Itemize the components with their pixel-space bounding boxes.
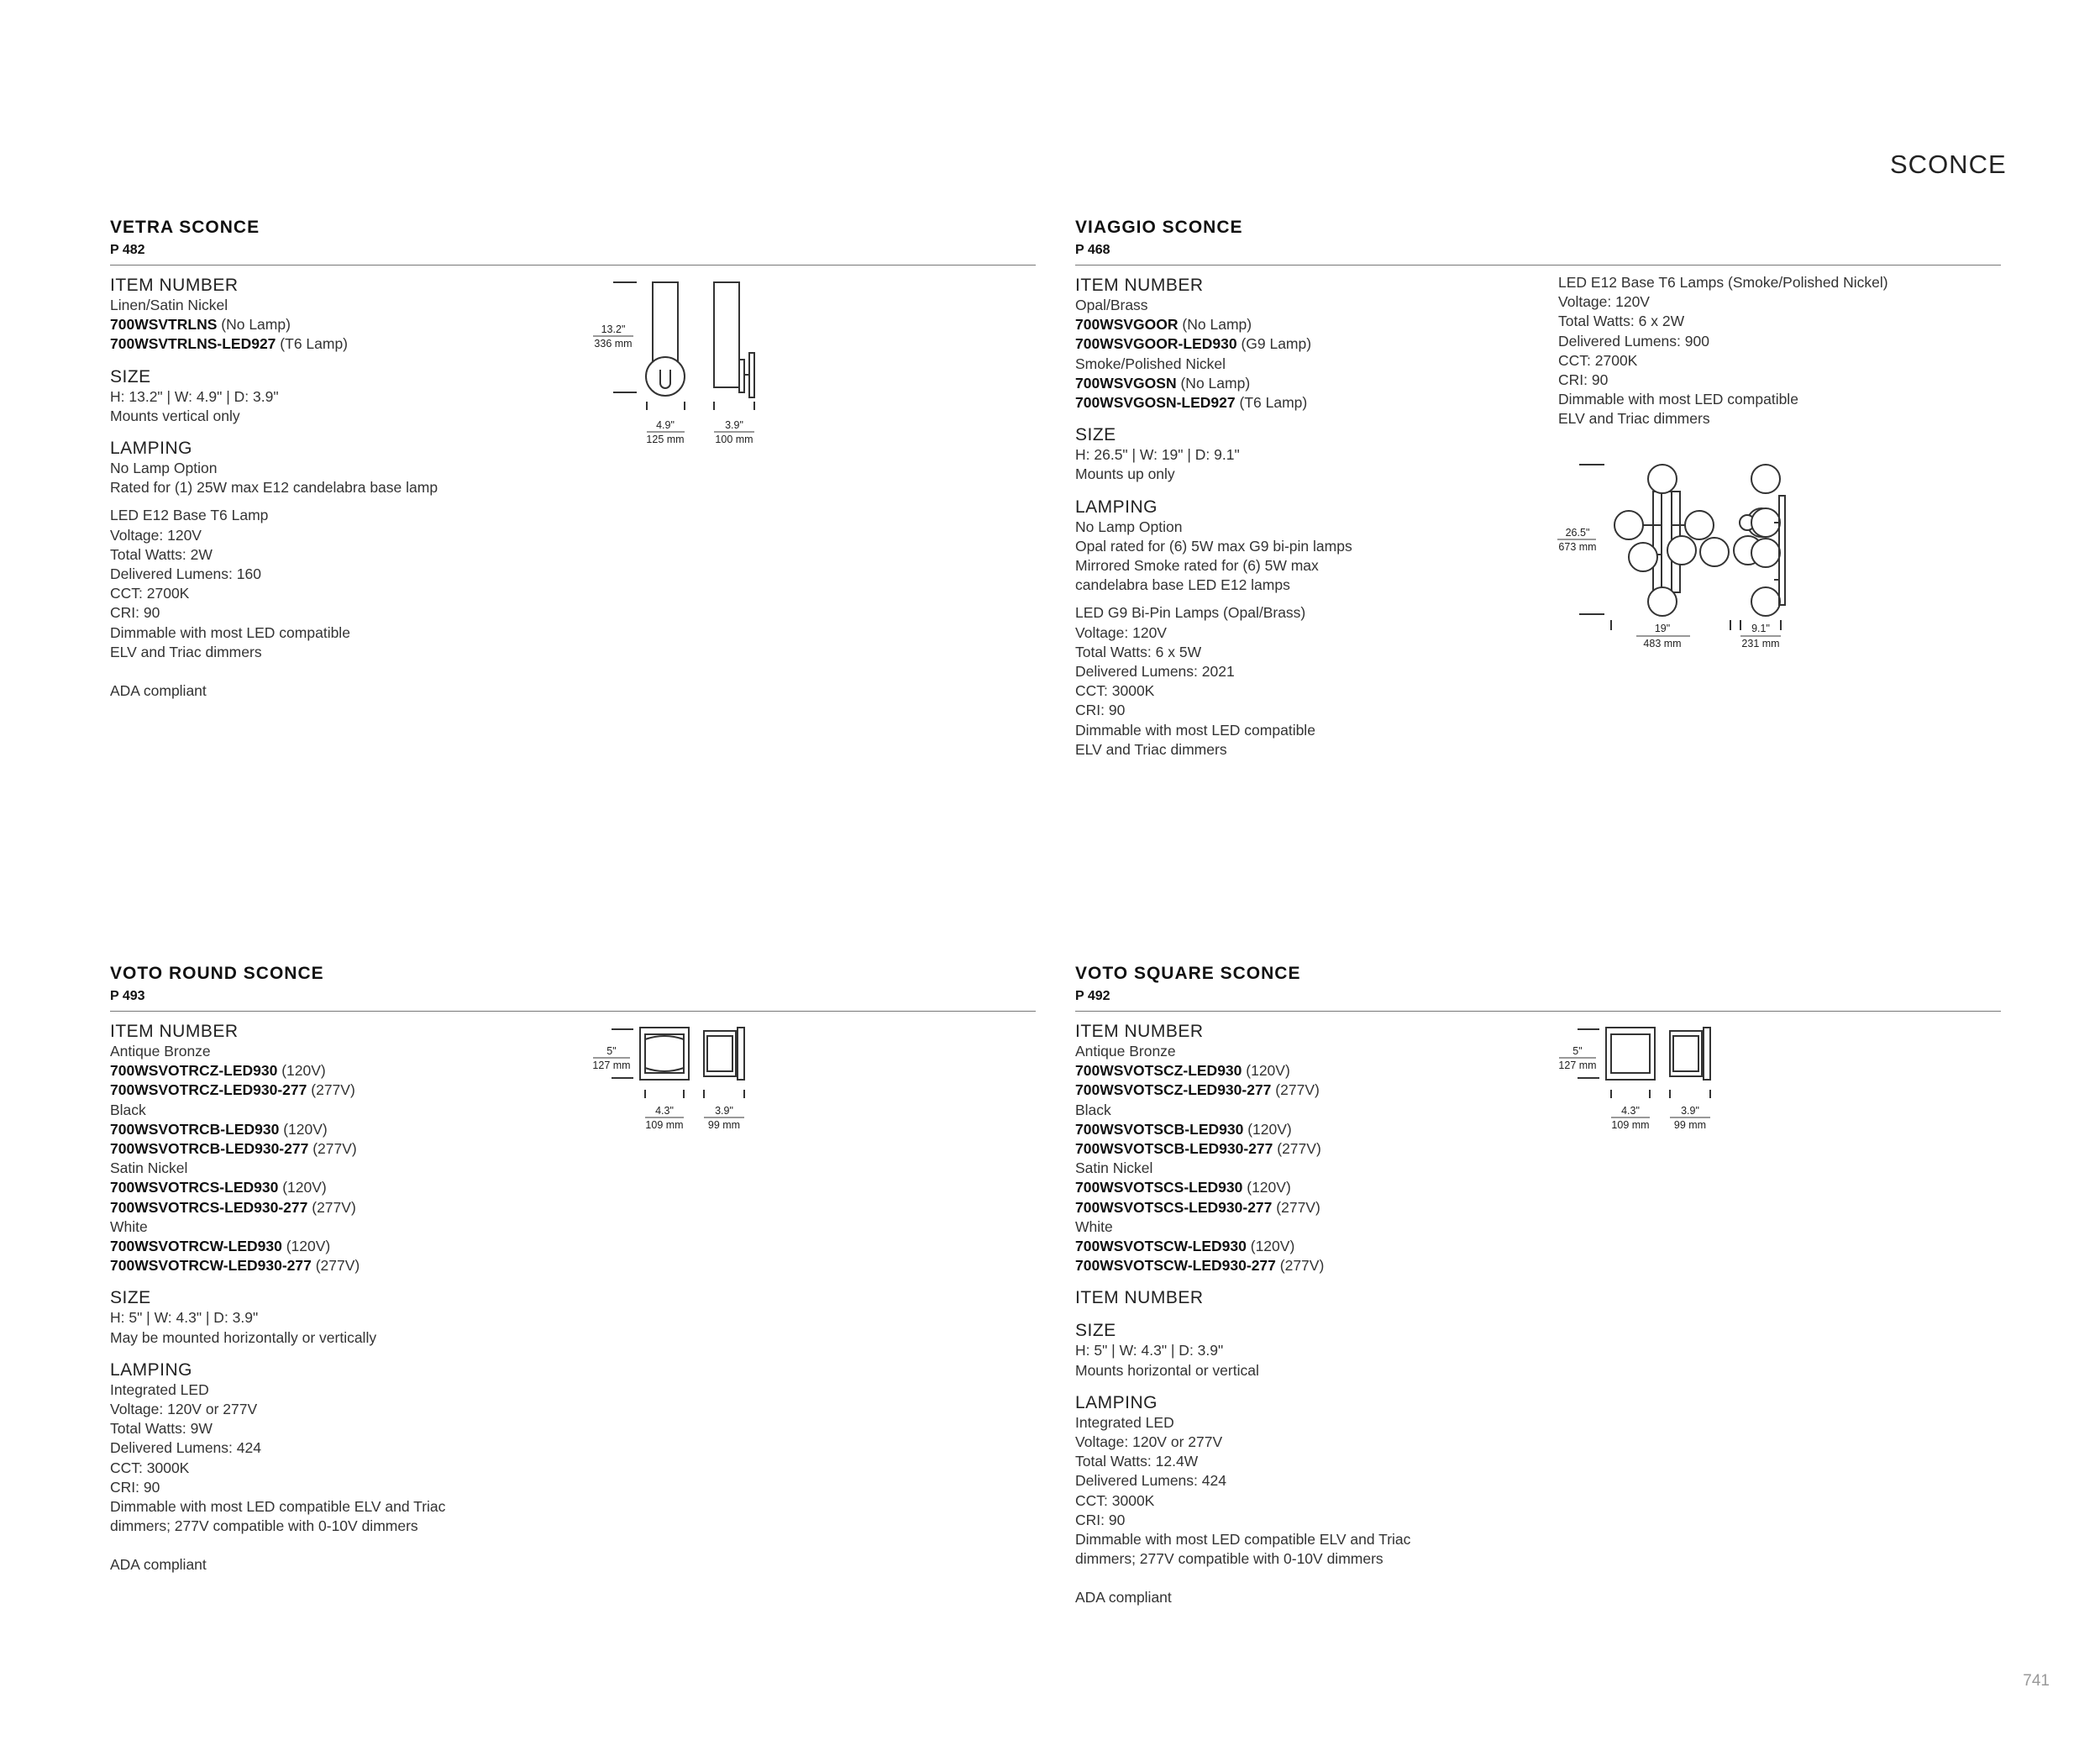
depth-mm: 99 mm: [707, 1119, 741, 1131]
finish-label: Satin Nickel: [110, 1159, 188, 1177]
item-note: (G9 Lamp): [1241, 335, 1312, 353]
lamping-heading: LAMPING: [110, 439, 193, 459]
item-code: 700WSVOTRCZ-LED930: [110, 1062, 278, 1080]
depth-inches: 3.9": [725, 419, 743, 431]
spec-vetra: [110, 265, 438, 701]
size-heading: SIZE: [110, 1288, 151, 1308]
height-mm: 127 mm: [592, 1060, 631, 1071]
item-code: 700WSVOTRCW-LED930: [110, 1238, 282, 1255]
depth-inches: 3.9": [1681, 1105, 1699, 1117]
size-line: H: 5" | W: 4.3" | D: 3.9": [1075, 1342, 1224, 1359]
page-number: 741: [2023, 1672, 2050, 1690]
led-line: Delivered Lumens: 2021: [1075, 663, 1235, 681]
height-mm: 336 mm: [594, 338, 633, 350]
width-mm: 109 mm: [645, 1119, 684, 1131]
item-number-heading: ITEM NUMBER: [110, 1022, 239, 1041]
depth-mm: 99 mm: [1673, 1119, 1707, 1131]
finish-label: Opal/Brass: [1075, 297, 1148, 313]
lamping-line: CCT: 3000K: [110, 1459, 190, 1476]
lamping-heading: LAMPING: [1075, 497, 1158, 517]
led-line: Voltage: 120V: [110, 526, 202, 544]
item-note: (No Lamp): [1180, 374, 1251, 392]
dimension-diagram: [588, 1021, 764, 1138]
item-note: (120V): [286, 1238, 331, 1255]
item-code-row: [1075, 315, 1352, 334]
led-line: LED G9 Bi-Pin Lamps (Opal/Brass): [1075, 604, 1306, 622]
item-note: (No Lamp): [221, 316, 291, 334]
item-code: 700WSVTRLNS-LED927: [110, 335, 276, 353]
lamping-line: Mirrored Smoke rated for (6) 5W max: [1075, 557, 1319, 575]
size-heading: SIZE: [110, 366, 151, 386]
lamping-line: Total Watts: 12.4W: [1075, 1453, 1199, 1470]
lamping-line: Delivered Lumens: 424: [1075, 1472, 1226, 1490]
led-line: Dimmable with most LED compatible: [1558, 391, 1798, 408]
item-note: (120V): [1246, 1062, 1290, 1080]
size-heading: SIZE: [1075, 425, 1116, 445]
product-voto-round: [110, 962, 1036, 1012]
item-note: (120V): [282, 1179, 327, 1196]
item-code: 700WSVOTSCB-LED930: [1075, 1120, 1244, 1138]
dimension-diagram: [1554, 1021, 1730, 1138]
item-number-heading: ITEM NUMBER: [1075, 1288, 1204, 1308]
depth-inches: 3.9": [715, 1105, 733, 1117]
spec-viaggio-led2: [1558, 273, 1888, 429]
lamping-line: dimmers; 277V compatible with 0-10V dimmers: [110, 1517, 418, 1535]
product-page-ref: P 468: [1075, 243, 1110, 257]
item-note: (277V): [315, 1257, 360, 1275]
led-line: Total Watts: 6 x 5W: [1075, 643, 1202, 660]
item-code: 700WSVOTRCW-LED930-277: [110, 1257, 312, 1275]
item-number-heading: ITEM NUMBER: [1075, 1022, 1204, 1041]
width-mm: 483 mm: [1643, 638, 1682, 649]
item-code-row: [110, 1237, 445, 1256]
led-line: CCT: 3000K: [1075, 682, 1155, 700]
led-line: Total Watts: 2W: [110, 545, 213, 563]
height-inches: 26.5": [1565, 527, 1590, 539]
height-inches: 5": [606, 1045, 617, 1057]
lamping-line: Integrated LED: [1075, 1413, 1174, 1431]
lamping-line: No Lamp Option: [110, 460, 218, 477]
led-line: CRI: 90: [1558, 371, 1609, 389]
ada-note: ADA compliant: [110, 1556, 207, 1574]
product-page-ref: P 492: [1075, 989, 1110, 1003]
depth-mm: 231 mm: [1741, 638, 1780, 649]
width-inches: 19": [1654, 623, 1671, 634]
height-mm: 127 mm: [1558, 1060, 1597, 1071]
led-line: LED E12 Base T6 Lamp: [110, 507, 269, 524]
item-code-row: [110, 1120, 445, 1139]
item-note: (277V): [312, 1140, 357, 1158]
width-inches: 4.9": [656, 419, 675, 431]
size-line: Mounts up only: [1075, 465, 1175, 483]
item-code: 700WSVOTRCS-LED930-277: [110, 1198, 308, 1216]
lamping-line: Delivered Lumens: 424: [110, 1439, 261, 1457]
item-code: 700WSVOTSCW-LED930: [1075, 1238, 1247, 1255]
voto-square-drawing: [1554, 1021, 1730, 1138]
led-line: CRI: 90: [1075, 702, 1126, 719]
lamping-line: Voltage: 120V or 277V: [110, 1401, 258, 1418]
lamping-line: Voltage: 120V or 277V: [1075, 1433, 1223, 1451]
width-mm: 125 mm: [646, 434, 685, 445]
led-line: CCT: 2700K: [1558, 351, 1638, 369]
finish-label: Smoke/Polished Nickel: [1075, 355, 1226, 372]
width-inches: 4.3": [1621, 1105, 1640, 1117]
item-code-row: [1075, 334, 1352, 354]
item-code-row: [1075, 1237, 1410, 1256]
item-note: (277V): [1276, 1198, 1320, 1216]
led-line: Delivered Lumens: 160: [110, 565, 261, 583]
finish-label: White: [1075, 1217, 1113, 1235]
item-code-row: [110, 1178, 445, 1197]
item-code-row: [110, 1256, 445, 1275]
lamping-line: dimmers; 277V compatible with 0-10V dimmers: [1075, 1550, 1383, 1568]
item-note: (277V): [1275, 1081, 1320, 1099]
voto-round-drawing: [588, 1021, 764, 1138]
item-note: (120V): [1250, 1238, 1295, 1255]
item-number-heading: ITEM NUMBER: [110, 276, 239, 295]
item-code-row: [1075, 1139, 1410, 1159]
item-code-row: [110, 334, 438, 354]
led-line: ELV and Triac dimmers: [1558, 410, 1710, 428]
lamping-line: Rated for (1) 25W max E12 candelabra base lamp: [110, 479, 438, 497]
led-line: Dimmable with most LED compatible: [1075, 721, 1315, 739]
product-page-ref: P 493: [110, 989, 145, 1003]
led-line: CRI: 90: [110, 604, 160, 622]
item-code: 700WSVOTSCW-LED930-277: [1075, 1257, 1276, 1275]
item-note: (T6 Lamp): [280, 335, 349, 353]
item-code: 700WSVGOSN-LED927: [1075, 394, 1236, 412]
height-inches: 5": [1572, 1045, 1583, 1057]
lamping-line: CRI: 90: [110, 1478, 160, 1496]
size-line: Mounts horizontal or vertical: [1075, 1361, 1259, 1379]
item-note: (120V): [1247, 1120, 1292, 1138]
finish-label: Linen/Satin Nickel: [110, 297, 228, 313]
item-code: 700WSVOTSCZ-LED930: [1075, 1062, 1242, 1080]
lamping-line: Opal rated for (6) 5W max G9 bi-pin lamps: [1075, 537, 1352, 555]
spec-voto-square: [1075, 1011, 1410, 1608]
item-code: 700WSVGOOR-LED930: [1075, 335, 1237, 353]
item-note: (No Lamp): [1182, 316, 1252, 334]
finish-label: Black: [1075, 1101, 1111, 1118]
item-code-row: [1075, 1178, 1410, 1197]
depth-inches: 9.1": [1751, 623, 1770, 634]
item-code-row: [1075, 1256, 1410, 1275]
item-code-row: [1075, 374, 1352, 393]
finish-label: White: [110, 1217, 148, 1235]
led-line: CCT: 2700K: [110, 585, 190, 602]
lamping-line: Dimmable with most LED compatible ELV and Triac: [1075, 1531, 1411, 1549]
page-header: SCONCE: [1890, 150, 2007, 179]
item-code-row: [110, 1139, 445, 1159]
product-title: VETRA SCONCE: [110, 218, 260, 237]
item-code-row: [110, 1061, 445, 1081]
width-mm: 109 mm: [1611, 1119, 1650, 1131]
size-heading: SIZE: [1075, 1321, 1116, 1341]
item-note: (277V): [312, 1198, 356, 1216]
vetra-drawing: [588, 273, 764, 450]
led-line: Dimmable with most LED compatible: [110, 623, 350, 641]
width-inches: 4.3": [655, 1105, 674, 1117]
size-line: Mounts vertical only: [110, 407, 240, 424]
height-inches: 13.2": [601, 323, 626, 335]
item-note: (120V): [283, 1120, 328, 1138]
lamping-line: CCT: 3000K: [1075, 1491, 1155, 1509]
item-code-row: [1075, 1081, 1410, 1100]
item-code: 700WSVOTRCZ-LED930-277: [110, 1081, 307, 1099]
item-code: 700WSVOTSCS-LED930-277: [1075, 1198, 1273, 1216]
item-note: (T6 Lamp): [1239, 394, 1308, 412]
size-line: H: 5" | W: 4.3" | D: 3.9": [110, 1309, 259, 1327]
ada-note: ADA compliant: [1075, 1589, 1172, 1606]
lamping-line: Total Watts: 9W: [110, 1420, 213, 1438]
size-line: H: 26.5" | W: 19" | D: 9.1": [1075, 446, 1240, 464]
led-line: Voltage: 120V: [1075, 623, 1167, 641]
item-note: (277V): [311, 1081, 355, 1099]
item-number-heading: ITEM NUMBER: [1075, 276, 1204, 295]
item-code: 700WSVOTSCZ-LED930-277: [1075, 1081, 1272, 1099]
item-note: (277V): [1279, 1257, 1325, 1275]
item-code: 700WSVOTSCB-LED930-277: [1075, 1140, 1273, 1158]
product-title: VIAGGIO SCONCE: [1075, 218, 1243, 237]
item-code: 700WSVOTRCB-LED930: [110, 1120, 280, 1138]
item-code-row: [110, 1198, 445, 1217]
lamping-heading: LAMPING: [110, 1359, 193, 1380]
dimension-diagram: [588, 273, 764, 450]
led-line: ELV and Triac dimmers: [110, 643, 262, 660]
led-line: Delivered Lumens: 900: [1558, 332, 1709, 350]
depth-mm: 100 mm: [715, 434, 753, 445]
item-note: (120V): [1247, 1179, 1291, 1196]
led-line: LED E12 Base T6 Lamps (Smoke/Polished Nickel): [1558, 274, 1888, 291]
item-code: 700WSVGOOR: [1075, 316, 1179, 334]
item-code: 700WSVOTRCS-LED930: [110, 1179, 279, 1196]
item-code-row: [110, 1081, 445, 1100]
item-code-row: [1075, 393, 1352, 413]
lamping-line: Dimmable with most LED compatible ELV and Triac: [110, 1498, 446, 1516]
size-line: May be mounted horizontally or vertically: [110, 1328, 377, 1346]
finish-label: Antique Bronze: [1075, 1043, 1176, 1060]
item-note: (277V): [1277, 1140, 1321, 1158]
finish-label: Black: [110, 1101, 146, 1118]
spec-voto-round: [110, 1011, 445, 1575]
led-line: Voltage: 120V: [1558, 293, 1650, 311]
item-code-row: [110, 315, 438, 334]
product-title: VOTO ROUND SCONCE: [110, 964, 324, 983]
size-line: H: 13.2" | W: 4.9" | D: 3.9": [110, 387, 279, 405]
item-code: 700WSVOTSCS-LED930: [1075, 1179, 1243, 1196]
lamping-line: No Lamp Option: [1075, 518, 1183, 535]
lamping-line: candelabra base LED E12 lamps: [1075, 576, 1290, 594]
finish-label: Antique Bronze: [110, 1043, 211, 1060]
item-code: 700WSVGOSN: [1075, 374, 1177, 392]
product-page-ref: P 482: [110, 243, 145, 257]
dimension-diagram: [1554, 454, 1798, 655]
product-viaggio: [1075, 216, 2001, 266]
ada-note: ADA compliant: [110, 682, 207, 700]
spec-viaggio: [1075, 265, 1352, 760]
finish-label: Satin Nickel: [1075, 1159, 1153, 1177]
item-note: (120V): [281, 1062, 326, 1080]
item-code-row: [1075, 1120, 1410, 1139]
viaggio-drawing: [1554, 454, 1798, 655]
height-mm: 673 mm: [1558, 541, 1597, 553]
product-voto-square: [1075, 962, 2001, 1012]
product-vetra: [110, 216, 1036, 266]
lamping-line: CRI: 90: [1075, 1511, 1126, 1528]
led-line: Total Watts: 6 x 2W: [1558, 313, 1685, 330]
product-title: VOTO SQUARE SCONCE: [1075, 964, 1301, 983]
lamping-line: Integrated LED: [110, 1380, 209, 1398]
item-code: 700WSVTRLNS: [110, 316, 218, 334]
item-code-row: [1075, 1198, 1410, 1217]
led-line: ELV and Triac dimmers: [1075, 740, 1227, 758]
item-code-row: [1075, 1061, 1410, 1081]
lamping-heading: LAMPING: [1075, 1392, 1158, 1412]
item-code: 700WSVOTRCB-LED930-277: [110, 1140, 309, 1158]
